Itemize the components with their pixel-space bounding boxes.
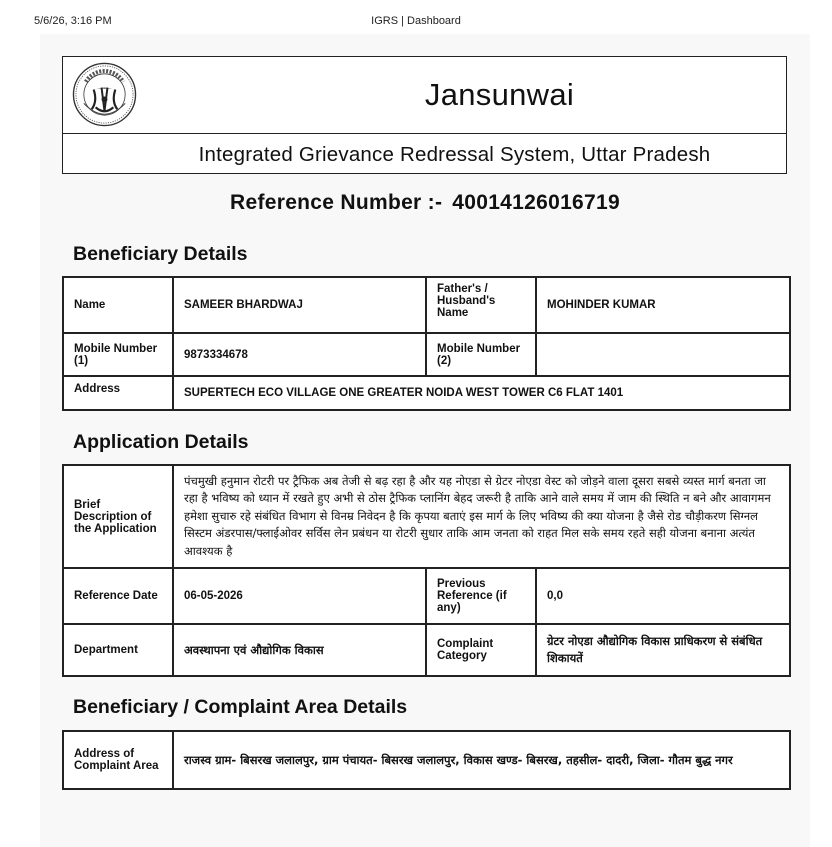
reference-date-label: Reference Date: [63, 568, 173, 624]
name-label: Name: [63, 277, 173, 333]
department-label: Department: [63, 624, 173, 676]
application-heading: Application Details: [73, 431, 249, 453]
table-row: [63, 731, 790, 789]
print-header: [34, 15, 798, 29]
complaint-category-label: Complaint Category: [426, 624, 536, 676]
table-row: [63, 624, 790, 676]
address-value: SUPERTECH ECO VILLAGE ONE GREATER NOIDA WEST TOWER C6 FLAT 1401: [173, 376, 790, 410]
previous-reference-value: 0,0: [536, 568, 790, 624]
father-label: Father's / Husband's Name: [426, 277, 536, 333]
print-page-title: IGRS | Dashboard: [371, 15, 461, 27]
portal-name: Jansunwai: [424, 77, 575, 112]
complaint-category-value: ग्रेटर नोएडा औद्योगिक विकास प्राधिकरण से संबंधित शिकायतें: [536, 624, 790, 676]
beneficiary-heading: Beneficiary Details: [73, 243, 248, 265]
print-datetime: 5/6/26, 3:16 PM: [34, 15, 112, 27]
banner-title-row: [63, 57, 786, 134]
table-row: [63, 568, 790, 624]
mobile2-label: Mobile Number (2): [426, 333, 536, 376]
table-row: [63, 465, 790, 568]
description-label: Brief Description of the Application: [63, 465, 173, 568]
area-heading: Beneficiary / Complaint Area Details: [73, 696, 408, 718]
address-label: Address: [63, 376, 173, 410]
table-row: [63, 333, 790, 376]
area-address-value: राजस्व ग्राम- बिसरख जलालपुर, ग्राम पंचायत- बिसरख जलालपुर, विकास खण्ड- बिसरख, तहसील- दादरी, जिला- गौतम बुद्ध नगर: [173, 731, 790, 789]
description-value: पंचमुखी हनुमान रोटरी पर ट्रैफिक अब तेजी से बढ़ रहा है और यह नोएडा से ग्रेटर नोएडा वेस्ट को जोड़ने वाला दूसरा सबसे व्यस्त मार्ग बनता जा रहा है भविष्य को ध्यान में रखते हुए अभी से ठोस ट्रैफिक प्लानिंग बेहद जरूरी है ताकि आने वाले समय में जाम की स्थिति न बने और आवागमन हमेशा सुचारु रहे संबंधित विभाग से विनम्र निवेदन है कि कृपया बताएं इस मार्ग के लिए भविष्य की क्या योजना है जैसे रोड चौड़ीकरण सिग्नल सिस्टम अंडरपास/फ्लाईओवर सर्विस लेन प्रबंधन या रोटरी सुधार ताकि आम जनता को राहत मिल सके समय रहते सही योजना बनाना अत्यंत आवश्यक है: [173, 465, 790, 568]
name-value: SAMEER BHARDWAJ: [173, 277, 426, 333]
previous-reference-label: Previous Reference (if any): [426, 568, 536, 624]
table-row: [63, 277, 790, 333]
father-value: MOHINDER KUMAR: [536, 277, 790, 333]
portal-banner: [62, 56, 787, 174]
department-value: अवस्थापना एवं औद्योगिक विकास: [173, 624, 426, 676]
table-row: [63, 376, 790, 410]
portal-subtitle: Integrated Grievance Redressal System, Uttar Pradesh: [198, 143, 711, 166]
mobile1-label: Mobile Number (1): [63, 333, 173, 376]
mobile2-value: [536, 333, 790, 376]
mobile1-value: 9873334678: [173, 333, 426, 376]
reference-date-value: 06-05-2026: [173, 568, 426, 624]
reference-number: 40014126016719: [452, 191, 620, 214]
area-table: [62, 730, 791, 790]
beneficiary-table: [62, 276, 791, 411]
area-address-label: Address of Complaint Area: [63, 731, 173, 789]
document-page: [40, 34, 810, 847]
reference-label: Reference Number :-: [230, 191, 443, 214]
application-table: [62, 464, 791, 677]
reference-number-line: [40, 191, 810, 215]
